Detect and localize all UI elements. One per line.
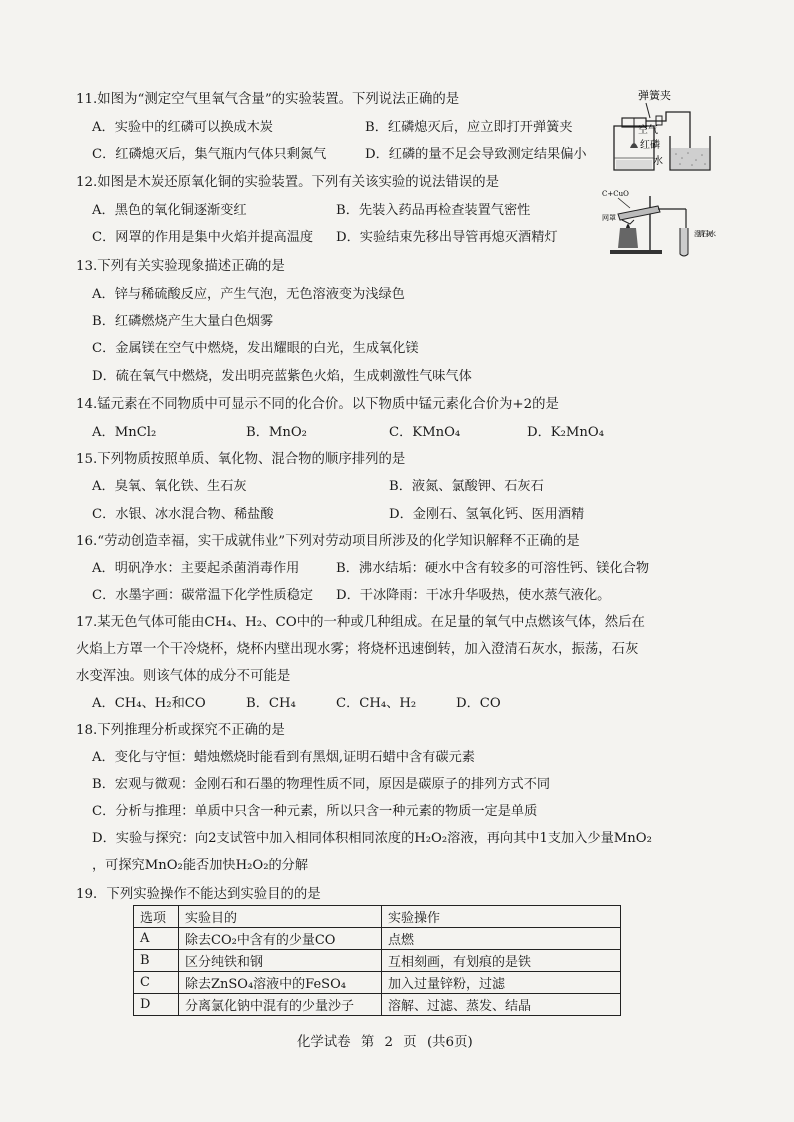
q13-option-d: D．硫在氧气中燃烧，发出明亮蓝紫色火焰，生成刺激性气味气体 (92, 369, 472, 384)
q17-option-d: D．CO (456, 696, 501, 711)
q18-option-a: A．变化与守恒：蜡烛燃烧时能看到有黑烟,证明石蜡中含有碳元素 (92, 750, 475, 765)
mesh-label: 网罩 (602, 214, 616, 222)
q14-option-a: A．MnCl₂ (92, 425, 157, 440)
air-label: 空气 (638, 125, 658, 136)
table-header-row (134, 906, 621, 928)
q17-stem-line1: 17.某无色气体可能由CH₄、H₂、CO中的一种或几种组成。在足量的氧气中点燃该气体，然后在 (76, 615, 645, 630)
cell-operation: 溶解、过滤、蒸发、结晶 (382, 994, 621, 1016)
limewater-label: 澄清石灰水 (694, 230, 716, 238)
q15-option-b: B．液氮、氯酸钾、石灰石 (389, 479, 544, 494)
q13-stem: 13.下列有关实验现象描述正确的是 (76, 259, 285, 274)
q11-option-a: A．实验中的红磷可以换成木炭 (92, 120, 273, 135)
cell-option: D (134, 994, 179, 1016)
q11-stem: 11.如图为“测定空气里氧气含量”的实验装置。下列说法正确的是 (76, 92, 460, 107)
q11-option-d: D．红磷的量不足会导致测定结果偏小 (365, 147, 587, 162)
q16-option-c: C．水墨字画：碳常温下化学性质稳定 (92, 588, 314, 603)
cell-option: A (134, 928, 179, 950)
header-purpose: 实验目的 (179, 906, 382, 928)
cell-purpose: 区分纯铁和钢 (179, 950, 382, 972)
table-row (134, 950, 621, 972)
q14-option-d: D．K₂MnO₄ (527, 425, 604, 440)
q12-option-b: B．先装入药品再检查装置气密性 (336, 203, 531, 218)
q17-option-b: B．CH₄ (246, 696, 296, 711)
q17-stem-line3: 水变浑浊。则该气体的成分不可能是 (76, 669, 291, 684)
cell-operation: 点燃 (382, 928, 621, 950)
q18-option-c: C．分析与推理：单质中只含一种元素，所以只含一种元素的物质一定是单质 (92, 804, 538, 819)
cell-operation: 加入过量锌粉，过滤 (382, 972, 621, 994)
footer-ye: 页 (403, 1035, 417, 1050)
q18-option-d-line2: ，可探究MnO₂能否加快H₂O₂的分解 (92, 858, 309, 873)
footer-di: 第 (360, 1035, 375, 1050)
cell-operation: 互相刻画，有划痕的是铁 (382, 950, 621, 972)
table-row (134, 994, 621, 1016)
q14-option-c: C．KMnO₄ (389, 425, 461, 440)
q19-stem: 19．下列实验操作不能达到实验目的的是 (76, 887, 321, 902)
q15-option-a: A．臭氧、氧化铁、生石灰 (92, 479, 247, 494)
water-label: 水 (653, 156, 663, 167)
q18-option-b: B．宏观与微观：金刚石和石墨的物理性质不同，原因是碳原子的排列方式不同 (92, 777, 551, 792)
spring-clip-label: 弹簧夹 (638, 89, 671, 102)
q12-apparatus-figure (600, 184, 718, 260)
cell-purpose: 分离氯化钠中混有的少量沙子 (179, 994, 382, 1016)
table-row (134, 928, 621, 950)
footer-page-number: 2 (384, 1035, 394, 1050)
q19-table (133, 905, 621, 1016)
q16-option-d: D．干冰降雨：干冰升华吸热，使水蒸气液化。 (336, 588, 611, 603)
cell-option: C (134, 972, 179, 994)
red-phosphorus-label: 红磷 (640, 140, 660, 151)
reactants-label: C+CuO (602, 190, 629, 198)
q13-option-a: A．锌与稀硫酸反应，产生气泡，无色溶液变为浅绿色 (92, 287, 405, 302)
q15-stem: 15.下列物质按照单质、氧化物、混合物的顺序排列的是 (76, 452, 406, 467)
q11-apparatus-figure (604, 84, 716, 176)
q17-option-c: C．CH₄、H₂ (336, 696, 417, 711)
q17-option-a: A．CH₄、H₂和CO (92, 696, 206, 711)
q15-option-c: C．水银、冰水混合物、稀盐酸 (92, 507, 274, 522)
q16-option-b: B．沸水结垢：硬水中含有较多的可溶性钙、镁化合物 (336, 561, 650, 576)
footer-total-pages: (共6页) (426, 1035, 473, 1050)
q18-stem: 18.下列推理分析或探究不正确的是 (76, 723, 285, 738)
q12-option-a: A．黑色的氧化铜逐渐变红 (92, 203, 247, 218)
q14-option-b: B．MnO₂ (246, 425, 307, 440)
q16-stem: 16.“劳动创造幸福，实干成就伟业”下列对劳动项目所涉及的化学知识解释不正确的是 (76, 534, 580, 549)
q16-option-a: A．明矾净水：主要起杀菌消毒作用 (92, 561, 300, 576)
header-operation: 实验操作 (382, 906, 621, 928)
cell-purpose: 除去ZnSO₄溶液中的FeSO₄ (179, 972, 382, 994)
footer-subject: 化学试卷 (297, 1035, 351, 1050)
q12-option-d: D．实验结束先移出导管再熄灭酒精灯 (336, 230, 558, 245)
cell-option: B (134, 950, 179, 972)
q15-option-d: D．金刚石、氢氧化钙、医用酒精 (389, 507, 585, 522)
q13-option-b: B．红磷燃烧产生大量白色烟雾 (92, 314, 274, 329)
q17-stem-line2: 火焰上方罩一个干冷烧杯，烧杯内壁出现水雾；将烧杯迅速倒转，加入澄清石灰水，振荡，石灰 (76, 642, 639, 657)
q11-option-b: B．红磷熄灭后，应立即打开弹簧夹 (365, 120, 573, 135)
q12-option-c: C．网罩的作用是集中火焰并提高温度 (92, 230, 314, 245)
q11-option-c: C．红磷熄灭后，集气瓶内气体只剩氮气 (92, 147, 327, 162)
q13-option-c: C．金属镁在空气中燃烧，发出耀眼的白光，生成氧化镁 (92, 341, 419, 356)
q18-option-d-line1: D．实验与探究：向2支试管中加入相同体积相同浓度的H₂O₂溶液，再向其中1支加入少量MnO₂ (92, 831, 652, 846)
table-row (134, 972, 621, 994)
q12-stem: 12.如图是木炭还原氧化铜的实验装置。下列有关该实验的说法错误的是 (76, 175, 500, 190)
page-footer (297, 1031, 479, 1050)
cell-purpose: 除去CO₂中含有的少量CO (179, 928, 382, 950)
q14-stem: 14.锰元素在不同物质中可显示不同的化合价。以下物质中锰元素化合价为+2的是 (76, 397, 559, 412)
header-option: 选项 (134, 906, 179, 928)
